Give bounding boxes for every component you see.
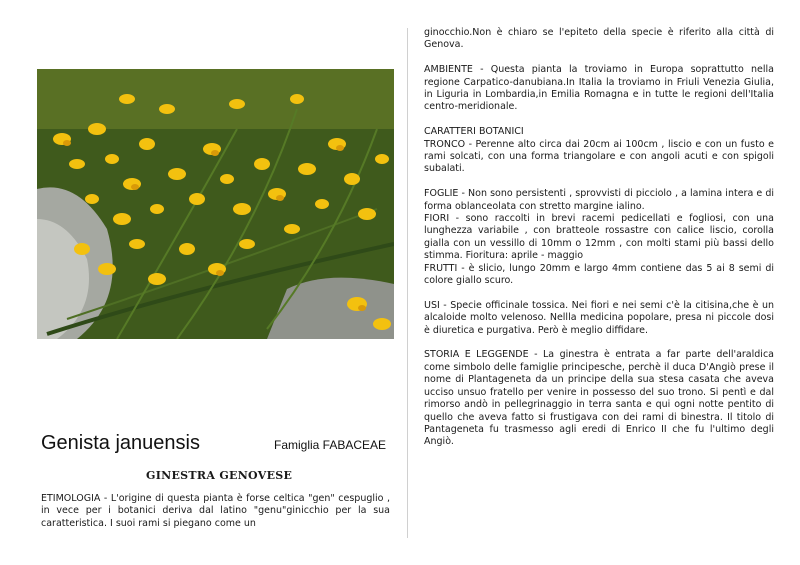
common-name: GINESTRA GENOVESE <box>146 469 293 482</box>
species-name: Genista januensis <box>41 432 200 454</box>
right-column <box>424 27 774 461</box>
ambiente-paragraph: AMBIENTE - Questa pianta la troviamo in Europa soprattutto nella regione Carpatico-danubiana.In Italia la troviamo in Friuli Venezia Giulia, in Liguria in Lombardia,in Emilia Romagna e in tutte le regioni dell'Italia centro-meridionale. <box>424 64 774 113</box>
foglie-paragraph: FOGLIE - Non sono persistenti , sprovvisti di picciolo , a lamina intera e di forma oblanceolata con stretto margine ialino. <box>424 188 774 212</box>
etymology-continuation: ginocchio.Non è chiaro se l'epiteto della specie è riferito alla città di Genova. <box>424 27 774 51</box>
storia-paragraph: STORIA E LEGGENDE - La ginestra è entrata a far parte dell'araldica come simbolo delle famiglie principesche, perchè il duca D'Angiò prese il nome di Plantageneta da un principe della sua stesa casata che aveva ucciso unsuo fratello per venire in possesso del suo trono. Si pentì e dal rimorso andò in pellegrinaggio in terra santa e qui ogni notte pentito di quello che aveva fatto si frustigava con dei rami di binestra. Il titolo di Pantageneta fu trasmesso agli eredi di Enrico II che fu l'ultimo degli Angiò. <box>424 349 774 448</box>
caratteri-heading: CARATTERI BOTANICI <box>424 126 524 138</box>
frutti-paragraph: FRUTTI - è slicio, lungo 20mm e largo 4mm contiene das 5 ai 8 semi di colore giallo scuro. <box>424 262 774 287</box>
usi-paragraph: USI - Specie officinale tossica. Nei fiori e nei semi c'è la citisina,che è un alcaloide molto velenoso. Nellla medicina popolare, presa ni piccole dosi è diuretica e purgativa. Però è meglio diffidare. <box>424 299 774 336</box>
fiori-paragraph: FIORI - sono raccolti in brevi racemi pedicellati e fogliosi, con una lunghezza variabile , con bratteole rossastre con calice liscio, corolla gialla con un vessillo di 10mm o 12mm , con molti stami più bassi dello stimma. Fioritura: aprile - maggio <box>424 213 774 262</box>
family-name: Famiglia FABACEAE <box>274 438 387 452</box>
etymology-paragraph: ETIMOLOGIA - L'origine di questa pianta è forse celtica "gen" cespuglio , in vece per i botanici deriva dal latino "genu"ginicchio per la sua caratteristica. I suoi rami si piegano come un <box>41 493 390 529</box>
plant-photo <box>37 69 394 339</box>
column-divider <box>407 28 408 538</box>
tronco-paragraph: TRONCO - Perenne alto circa dai 20cm ai 100cm , liscio e con un fusto e rami solcati, con una forma triangolare e con angoli acuti e con spigoli subalati. <box>424 138 774 175</box>
genista-flowers-photo-icon <box>37 69 394 339</box>
